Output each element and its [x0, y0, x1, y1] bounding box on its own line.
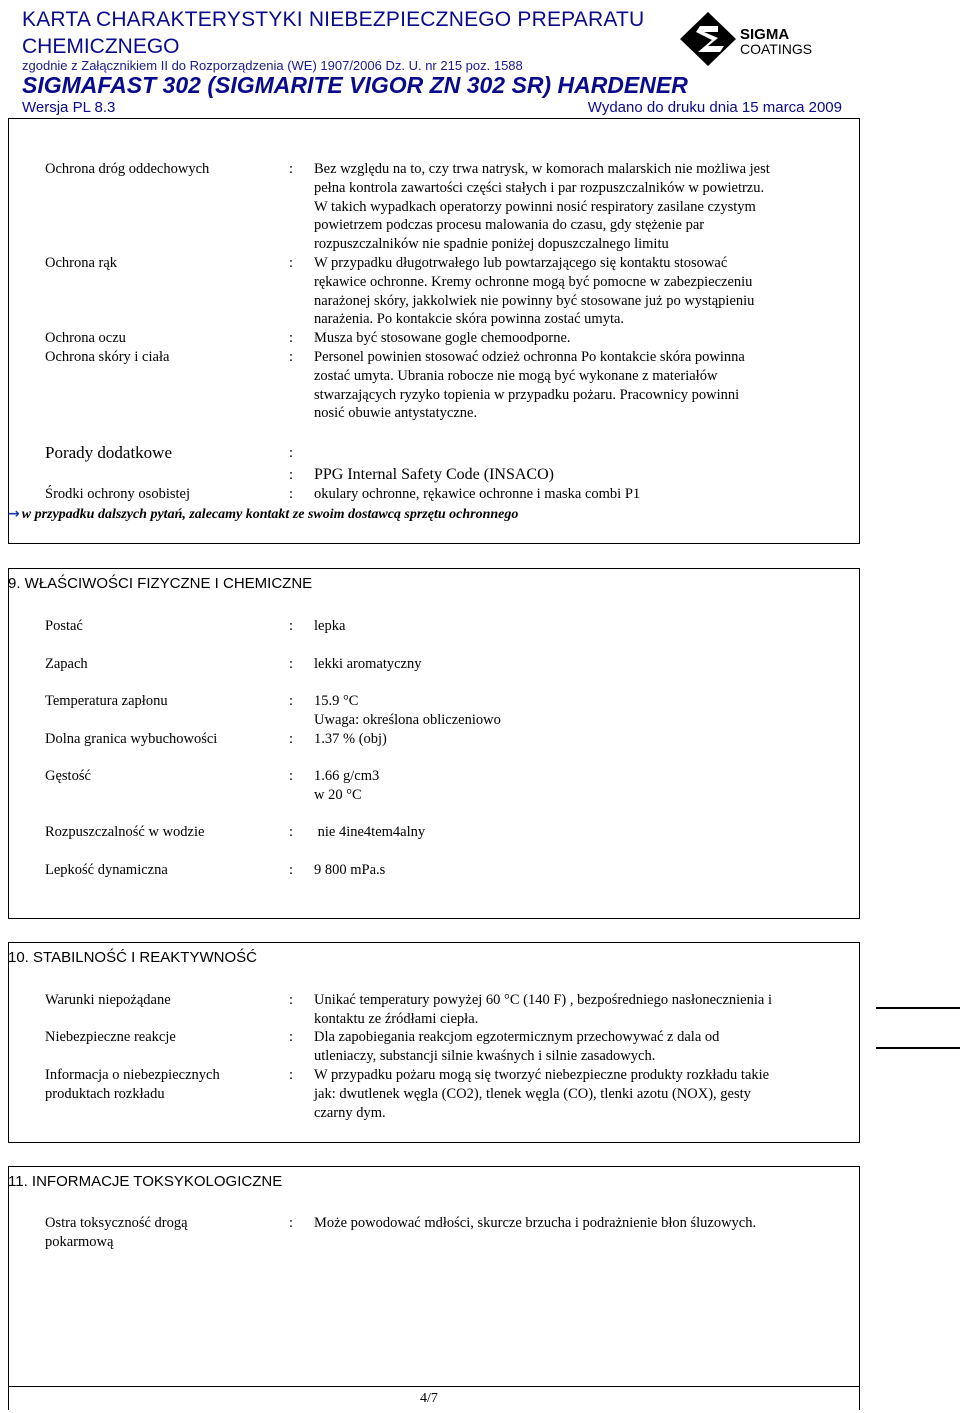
field-value: 9 800 mPa.s	[314, 862, 386, 878]
field-value: Może powodować mdłości, skurcze brzucha i podrażnienie błon śluzowych.	[314, 1215, 757, 1231]
field-colon: :	[289, 1029, 294, 1045]
field-value	[314, 991, 844, 1029]
note-text: w przypadku dalszych pytań, zalecamy kontakt ze swoim dostawcą sprzętu ochronnego	[21, 507, 519, 522]
section10-bottom-line	[8, 1142, 860, 1143]
value-line: 1.66 g/cm3	[314, 768, 380, 784]
frame-left-s10	[8, 942, 9, 1143]
field-label: Ochrona oczu	[45, 330, 126, 346]
field-colon: :	[289, 656, 294, 672]
field-value	[314, 692, 844, 730]
section11-top-line	[8, 1166, 860, 1167]
frame-left-s8	[8, 118, 9, 544]
value-line: Musza być stosowane gogle chemoodporne.	[314, 330, 571, 346]
value-line: Personel powinien stosować odzież ochronna Po kontakcie skóra powinna	[314, 349, 745, 365]
value-line: W przypadku długotrwałego lub powtarzającego się kontaktu stosować	[314, 255, 728, 271]
logo-text-sigma: SIGMA	[740, 26, 790, 43]
field-colon: :	[289, 349, 294, 365]
field-value: lepka	[314, 618, 346, 634]
value-line: w 20 °C	[314, 786, 362, 803]
value-line: pełna kontrola zawartości części stałych i par rozpuszczalników w powietrzu.	[314, 179, 765, 196]
value-line: W takich wypadkach operatorzy powinni nosić respiratory zasilane czystym	[314, 198, 756, 215]
value-line: jak: dwutlenek węgla (CO2), tlenek węgla (CO), tlenki azotu (NOX), gesty	[314, 1085, 751, 1102]
logo-text-coatings: COATINGS	[740, 41, 813, 57]
value-line: powietrzem podczas procesu malowania do czasu, gdy stężenie par	[314, 217, 705, 234]
sigma-logo-icon	[678, 10, 738, 68]
value-line: Bez względu na to, czy trwa natrysk, w komorach malarskich nie możliwa jest	[314, 161, 770, 177]
product-name: SIGMAFAST 302 (SIGMARITE VIGOR ZN 302 SR) HARDENER	[22, 72, 688, 98]
section10-title: 10. STABILNOŚĆ I REAKTYWNOŚĆ	[8, 949, 257, 966]
field-colon: :	[289, 824, 294, 840]
field-label: Ochrona skóry i ciała	[45, 349, 170, 365]
field-label: Ochrona dróg oddechowych	[45, 161, 210, 177]
value-line: czarny dym.	[314, 1104, 386, 1121]
field-colon: :	[289, 486, 294, 502]
document-header	[0, 0, 960, 118]
arrow-right-icon: →	[8, 506, 20, 522]
document-title-line2: CHEMICZNEGO	[22, 35, 180, 58]
frame-right-s11	[859, 1166, 860, 1410]
field-colon: :	[289, 467, 294, 483]
field-label	[45, 1066, 285, 1104]
field-value	[314, 160, 844, 254]
value-line: zostać umyta. Ubrania robocze nie mogą być wykonane z materiałów	[314, 367, 718, 384]
field-colon: :	[289, 618, 294, 634]
value-line: 15.9 °C	[314, 693, 359, 709]
field-value: okulary ochronne, rękawice ochronne i maska combi P1	[314, 486, 641, 502]
section9-bottom-line	[8, 918, 860, 919]
field-colon: :	[289, 161, 294, 177]
field-value	[314, 767, 844, 805]
field-colon: :	[289, 255, 294, 271]
section11-title: 11. INFORMACJE TOKSYKOLOGICZNE	[8, 1173, 283, 1190]
field-colon: :	[289, 862, 294, 878]
value-line: utleniaczy, substancji silnie kwaśnych i silnie zasadowych.	[314, 1047, 656, 1064]
field-value	[314, 254, 844, 329]
regulation-reference: zgodnie z Załącznikiem II do Rozporządzenia (WE) 1907/2006 Dz. U. nr 215 poz. 1588	[22, 58, 523, 73]
field-colon: :	[289, 1215, 294, 1231]
value-line: rękawice ochronne. Kremy ochronne mogą być pomocne w zabezpieczeniu	[314, 273, 753, 290]
field-label	[45, 1214, 285, 1252]
field-value: nie 4ine4tem4alny	[314, 824, 426, 840]
value-line: W przypadku pożaru mogą się tworzyć niebezpieczne produkty rozkładu takie	[314, 1067, 770, 1083]
frame-right-s10	[859, 942, 860, 1143]
value-line: Unikać temperatury powyżej 60 °C (140 F) , bezpośredniego nasłonecznienia i	[314, 992, 772, 1008]
value-line: kontaktu ze źródłami ciepła.	[314, 1010, 479, 1027]
section9-title: 9. WŁAŚCIWOŚCI FIZYCZNE I CHEMICZNE	[8, 575, 313, 592]
header-divider	[8, 118, 860, 119]
field-value: 1.37 % (obj)	[314, 731, 387, 747]
field-label: Rozpuszczalność w wodzie	[45, 824, 205, 840]
field-value	[314, 329, 844, 348]
field-value	[314, 348, 844, 423]
field-label: Postać	[45, 618, 83, 634]
label-line: produktach rozkładu	[45, 1085, 165, 1102]
field-value: PPG Internal Safety Code (INSACO)	[314, 466, 554, 483]
section10-top-line	[8, 942, 860, 943]
value-line: narażonej skóry, jakkolwiek nie powinny być stosowane już po wystąpieniu	[314, 292, 755, 309]
field-label: Temperatura zapłonu	[45, 693, 168, 709]
field-label: Środki ochrony osobistej	[45, 486, 190, 502]
frame-left-s9	[8, 568, 9, 919]
value-line: nosić obuwie antystatyczne.	[314, 405, 478, 422]
field-label: Porady dodatkowe	[45, 443, 173, 462]
field-colon: :	[289, 445, 294, 461]
margin-mark-1	[876, 1007, 960, 1009]
label-line: Informacja o niebezpiecznych	[45, 1067, 220, 1083]
field-colon: :	[289, 768, 294, 784]
label-line: Ostra toksyczność drogą	[45, 1215, 188, 1231]
value-line: rozpuszczalników nie spadnie poniżej dopuszczalnego limitu	[314, 236, 669, 253]
margin-mark-2	[876, 1047, 960, 1049]
value-line: Uwaga: określona obliczeniowo	[314, 711, 501, 728]
field-value: lekki aromatyczny	[314, 656, 422, 672]
field-label: Dolna granica wybuchowości	[45, 731, 218, 747]
field-label: Gęstość	[45, 768, 91, 784]
value-line: stwarzających ryzyko topienia w przypadku pożaru. Pracownicy powinni	[314, 386, 740, 403]
section9-top-line	[8, 568, 860, 569]
field-label: Warunki niepożądane	[45, 992, 171, 1008]
frame-right-s8	[859, 118, 860, 544]
document-title-line1: KARTA CHARAKTERYSTYKI NIEBEZPIECZNEGO PREPARATU	[22, 8, 645, 31]
field-colon: :	[289, 731, 294, 747]
frame-left-s11	[8, 1166, 9, 1410]
field-value	[314, 1028, 844, 1066]
value-line: Dla zapobiegania reakcjom egzotermicznym przechowywać z dala od	[314, 1029, 720, 1045]
field-value	[314, 1066, 844, 1122]
field-colon: :	[289, 992, 294, 1008]
version-label: Wersja PL 8.3	[22, 99, 116, 116]
field-colon: :	[289, 693, 294, 709]
label-line: pokarmową	[45, 1233, 114, 1250]
print-date: Wydano do druku dnia 15 marca 2009	[587, 99, 842, 116]
section8-bottom-line	[8, 543, 860, 544]
field-label: Ochrona rąk	[45, 255, 118, 271]
field-label: Lepkość dynamiczna	[45, 862, 168, 878]
field-colon: :	[289, 330, 294, 346]
supplier-note	[8, 506, 518, 523]
page-number: 4/7	[420, 1391, 438, 1406]
frame-right-s9	[859, 568, 860, 919]
value-line: narażenia. Po kontakcie skóra powinna zostać umyta.	[314, 311, 625, 328]
field-label: Zapach	[45, 656, 88, 672]
field-label: Niebezpieczne reakcje	[45, 1029, 176, 1045]
field-colon: :	[289, 1067, 294, 1083]
